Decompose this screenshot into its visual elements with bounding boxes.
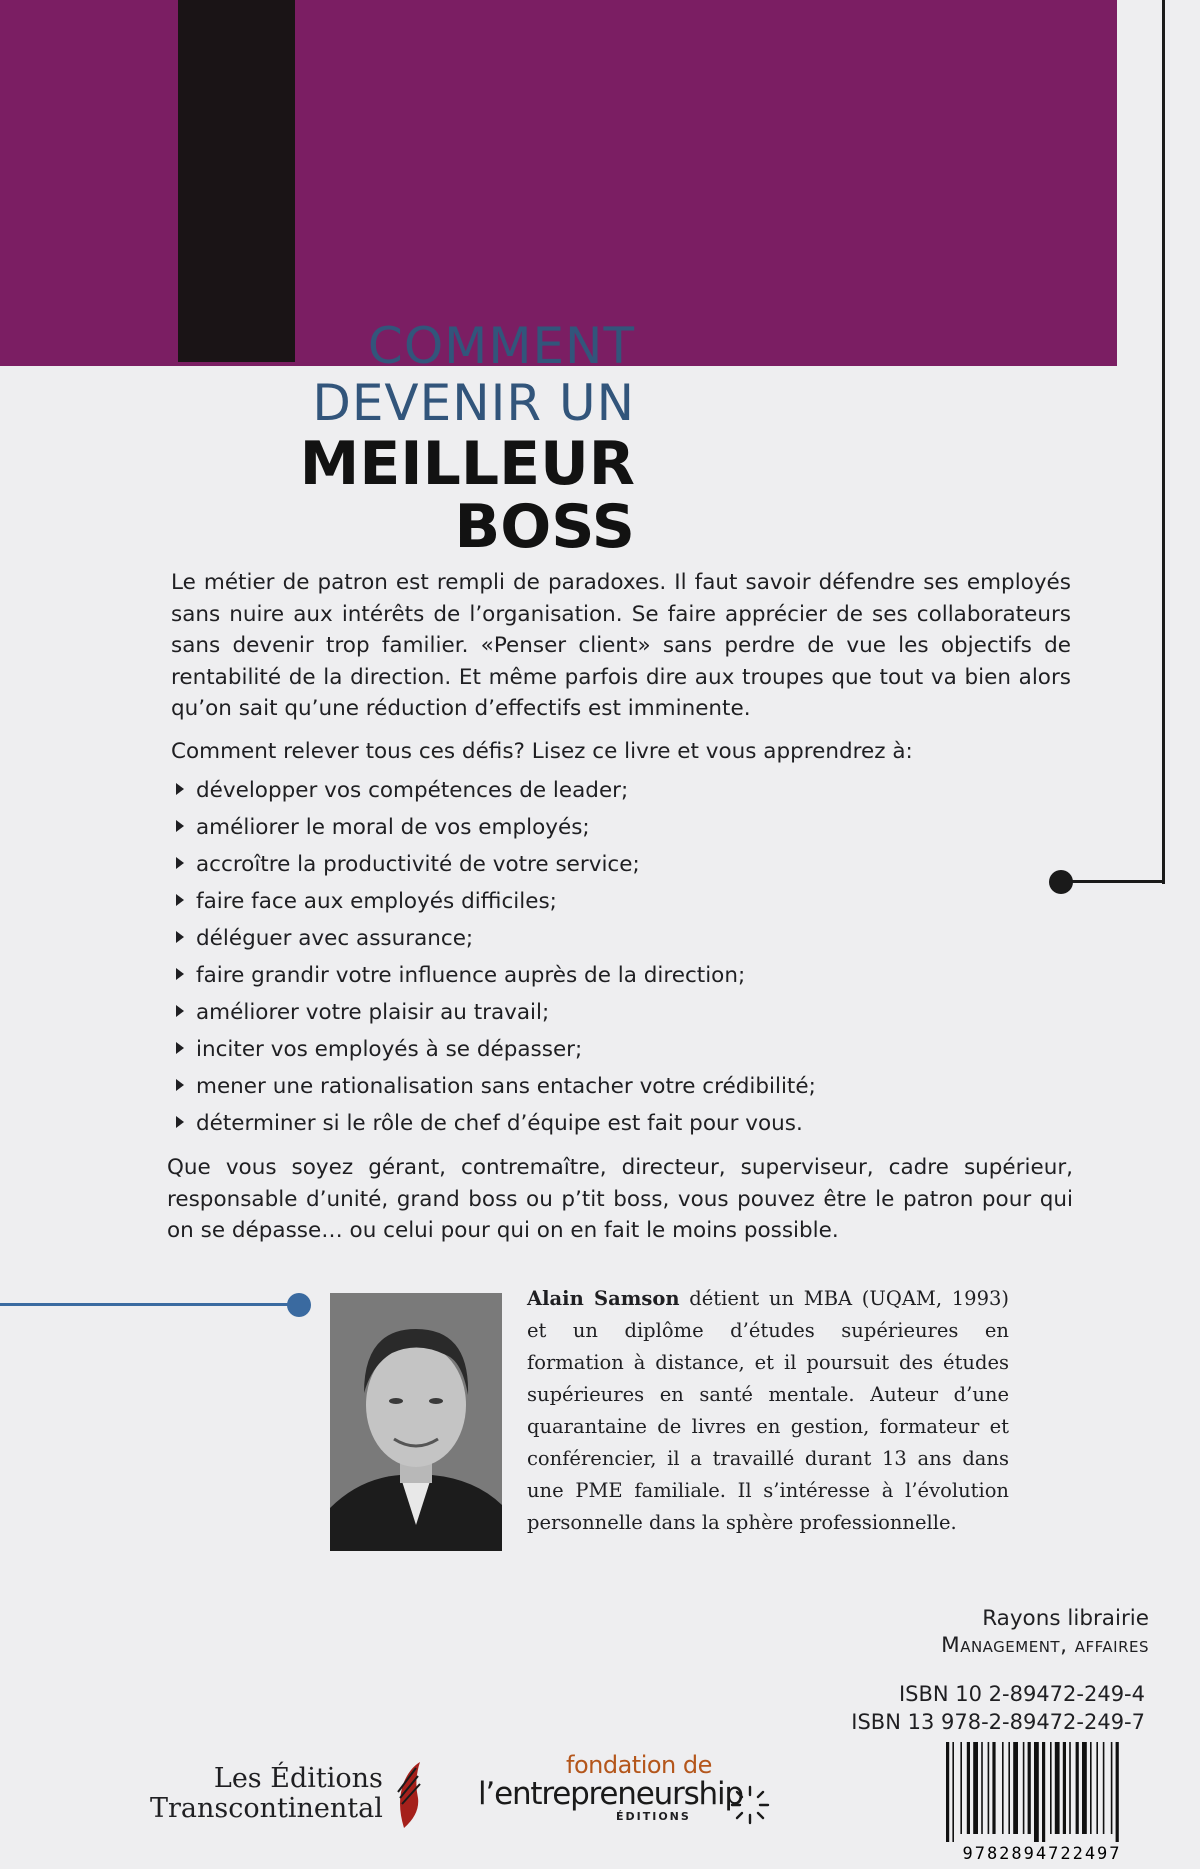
shelving-info: [941, 1605, 1149, 1659]
author-connector-line: [0, 1303, 290, 1306]
purple-header-band: [0, 0, 1117, 366]
logo-fe-fondation: fondation de: [566, 1751, 712, 1779]
author-bio-text: détient un MBA (UQAM, 1993) et un diplôme d’études supérieures en formation à distance, et il poursuit des études supérieures en santé mentale. Auteur d’une quarantaine de livres en gestion, formateur et conférencier, il a travaillé durant 13 ans dans une PME familiale. Il s’intéresse à l’évolution personnelle dans la sphère professionnelle.: [527, 1287, 1009, 1534]
benefits-list: [176, 772, 816, 1142]
intro-paragraph: Le métier de patron est rempli de paradoxes. Il faut savoir défendre ses employés sans nuire aux intérêts de l’organisation. Se faire apprécier de ses collaborateurs sans devenir trop familier. «Penser client» sans perdre de vue les objectifs de rentabilité de la direction. Et même parfois dire aux troupes que tout va bien alors qu’on sait qu’une réduction d’effectifs est imminente.: [171, 570, 1071, 721]
list-item: mener une rationalisation sans entacher votre crédibilité;: [176, 1068, 816, 1105]
title-line-devenir-un: DEVENIR UN: [312, 374, 635, 432]
transcontinental-flame-icon: [394, 1758, 424, 1830]
isbn-13: ISBN 13 978-2-89472-249-7: [851, 1710, 1145, 1734]
bullet-arrow-icon: [176, 1042, 184, 1054]
title-line-boss: BOSS: [454, 492, 635, 562]
barcode-number: 9782894722497: [962, 1844, 1122, 1864]
title-line-meilleur: MEILLEUR: [299, 429, 635, 499]
bullet-arrow-icon: [176, 857, 184, 869]
list-item: déterminer si le rôle de chef d’équipe est fait pour vous.: [176, 1105, 816, 1142]
list-item: améliorer votre plaisir au travail;: [176, 994, 816, 1031]
right-connector-horizontal: [1060, 880, 1165, 883]
bullets-lead: Comment relever tous ces défis? Lisez ce livre et vous apprendrez à:: [171, 739, 913, 764]
bullet-arrow-icon: [176, 1079, 184, 1091]
author-bio: [527, 1283, 1009, 1539]
logo-editions-transcontinental: [150, 1758, 424, 1830]
bullet-arrow-icon: [176, 968, 184, 980]
logo-fe-entrepreneurship: l’entrepreneurship: [478, 1776, 743, 1812]
right-connector-vertical: [1162, 0, 1165, 884]
bullet-arrow-icon: [176, 894, 184, 906]
barcode-bars-icon: [946, 1742, 1119, 1842]
author-portrait-icon: [330, 1293, 502, 1551]
isbn-10: ISBN 10 2-89472-249-4: [898, 1682, 1145, 1706]
isbn-block: [851, 1680, 1145, 1736]
bullet-arrow-icon: [176, 820, 184, 832]
black-vertical-bar: [178, 0, 295, 362]
closing-paragraph: Que vous soyez gérant, contremaître, directeur, superviseur, cadre supérieur, responsable d’unité, grand boss ou p’tit boss, vous pouvez être le patron pour qui on se dépasse… ou celui pour qui on en fait le moins possible.: [167, 1155, 1073, 1243]
author-photo: [330, 1293, 502, 1551]
bullet-arrow-icon: [176, 931, 184, 943]
list-item: faire face aux employés difficiles;: [176, 883, 816, 920]
fondation-star-icon: [728, 1783, 772, 1827]
list-item: développer vos compétences de leader;: [176, 772, 816, 809]
author-connector-dot: [287, 1293, 311, 1317]
bullet-arrow-icon: [176, 1116, 184, 1128]
logo-fe-editions: ÉDITIONS: [616, 1810, 691, 1823]
shelving-label: Rayons librairie: [982, 1606, 1149, 1631]
bullet-arrow-icon: [176, 1005, 184, 1017]
list-item: accroître la productivité de votre service;: [176, 846, 816, 883]
logo-et-text: Les Éditions Transcontinental: [150, 1763, 383, 1824]
barcode: [942, 1740, 1142, 1864]
list-item: améliorer le moral de vos employés;: [176, 809, 816, 846]
author-name: Alain Samson: [527, 1287, 680, 1310]
right-connector-dot: [1049, 870, 1073, 894]
book-title: [299, 317, 635, 562]
title-line-comment: COMMENT: [367, 317, 635, 375]
bullet-arrow-icon: [176, 783, 184, 795]
shelving-category: Management, affaires: [941, 1633, 1149, 1658]
list-item: inciter vos employés à se dépasser;: [176, 1031, 816, 1068]
logo-fondation-entrepreneurship: [478, 1753, 743, 1823]
list-item: faire grandir votre influence auprès de la direction;: [176, 957, 816, 994]
list-item: déléguer avec assurance;: [176, 920, 816, 957]
